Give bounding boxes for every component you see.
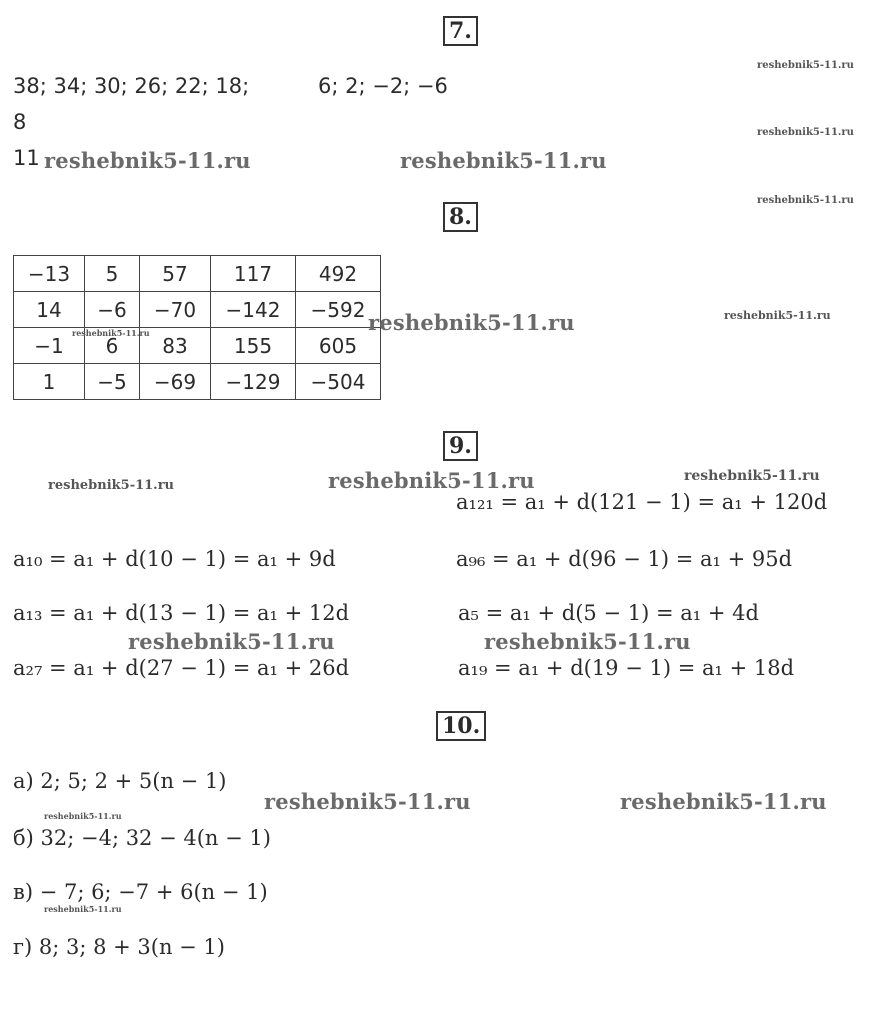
table-cell: −504 bbox=[296, 364, 381, 400]
table-cell: 605 bbox=[296, 328, 381, 364]
answer-line-2: 8 bbox=[13, 110, 27, 134]
table-cell: 14 bbox=[14, 292, 85, 328]
formula-a121: a₁₂₁ = a₁ + d(121 − 1) = a₁ + 120d bbox=[456, 490, 828, 514]
table-cell: 155 bbox=[211, 328, 296, 364]
sequence-line-1b: 6; 2; −2; −6 bbox=[318, 74, 448, 98]
watermark: reshebnik5-11.ru bbox=[328, 468, 535, 493]
watermark: reshebnik5-11.ru bbox=[44, 148, 251, 173]
section-number-8: 8. bbox=[443, 202, 478, 232]
formula-a96: a₉₆ = a₁ + d(96 − 1) = a₁ + 95d bbox=[456, 547, 793, 571]
table-row bbox=[14, 292, 381, 328]
watermark: reshebnik5-11.ru bbox=[724, 309, 831, 322]
table-cell: 1 bbox=[14, 364, 85, 400]
formula-a10: a₁₀ = a₁ + d(10 − 1) = a₁ + 9d bbox=[13, 547, 336, 571]
watermark: reshebnik5-11.ru bbox=[44, 811, 122, 821]
table-row bbox=[14, 256, 381, 292]
table-cell: −129 bbox=[211, 364, 296, 400]
table-cell: −142 bbox=[211, 292, 296, 328]
watermark: reshebnik5-11.ru bbox=[484, 629, 691, 654]
watermark: reshebnik5-11.ru bbox=[400, 148, 607, 173]
watermark: reshebnik5-11.ru bbox=[128, 629, 335, 654]
section-number-7: 7. bbox=[443, 16, 478, 46]
table-cell: −70 bbox=[140, 292, 211, 328]
table-cell: 492 bbox=[296, 256, 381, 292]
watermark: reshebnik5-11.ru bbox=[684, 468, 820, 484]
values-table bbox=[13, 255, 381, 400]
table-cell: 83 bbox=[140, 328, 211, 364]
table-cell: 6 bbox=[85, 328, 140, 364]
table-cell: 5 bbox=[85, 256, 140, 292]
watermark: reshebnik5-11.ru bbox=[620, 789, 827, 814]
watermark: reshebnik5-11.ru bbox=[757, 60, 854, 71]
table-cell: 57 bbox=[140, 256, 211, 292]
formula-a13: a₁₃ = a₁ + d(13 − 1) = a₁ + 12d bbox=[13, 601, 350, 625]
answer-item-v: в) − 7; 6; −7 + 6(n − 1) bbox=[13, 880, 268, 904]
watermark: reshebnik5-11.ru bbox=[264, 789, 471, 814]
answer-item-a: а) 2; 5; 2 + 5(n − 1) bbox=[13, 769, 227, 793]
answer-line-3: 11 bbox=[13, 146, 40, 170]
section-number-9: 9. bbox=[443, 431, 478, 461]
table-cell: −13 bbox=[14, 256, 85, 292]
table-cell: −592 bbox=[296, 292, 381, 328]
answer-item-b: б) 32; −4; 32 − 4(n − 1) bbox=[13, 826, 271, 850]
table-cell: −6 bbox=[85, 292, 140, 328]
table-cell: −1 bbox=[14, 328, 85, 364]
table-row bbox=[14, 328, 381, 364]
table-cell: −69 bbox=[140, 364, 211, 400]
watermark: reshebnik5-11.ru bbox=[48, 478, 175, 493]
section-number-10: 10. bbox=[436, 711, 486, 741]
watermark: reshebnik5-11.ru bbox=[72, 328, 150, 338]
sequence-line-1a: 38; 34; 30; 26; 22; 18; bbox=[13, 74, 250, 98]
watermark: reshebnik5-11.ru bbox=[757, 127, 854, 138]
watermark: reshebnik5-11.ru bbox=[44, 904, 122, 914]
watermark: reshebnik5-11.ru bbox=[757, 195, 854, 206]
watermark: reshebnik5-11.ru bbox=[368, 310, 575, 335]
answer-item-g: г) 8; 3; 8 + 3(n − 1) bbox=[13, 935, 225, 959]
table-row bbox=[14, 364, 381, 400]
formula-a27: a₂₇ = a₁ + d(27 − 1) = a₁ + 26d bbox=[13, 656, 350, 680]
table-cell: −5 bbox=[85, 364, 140, 400]
formula-a19: a₁₉ = a₁ + d(19 − 1) = a₁ + 18d bbox=[458, 656, 795, 680]
formula-a5: a₅ = a₁ + d(5 − 1) = a₁ + 4d bbox=[458, 601, 759, 625]
table-cell: 117 bbox=[211, 256, 296, 292]
